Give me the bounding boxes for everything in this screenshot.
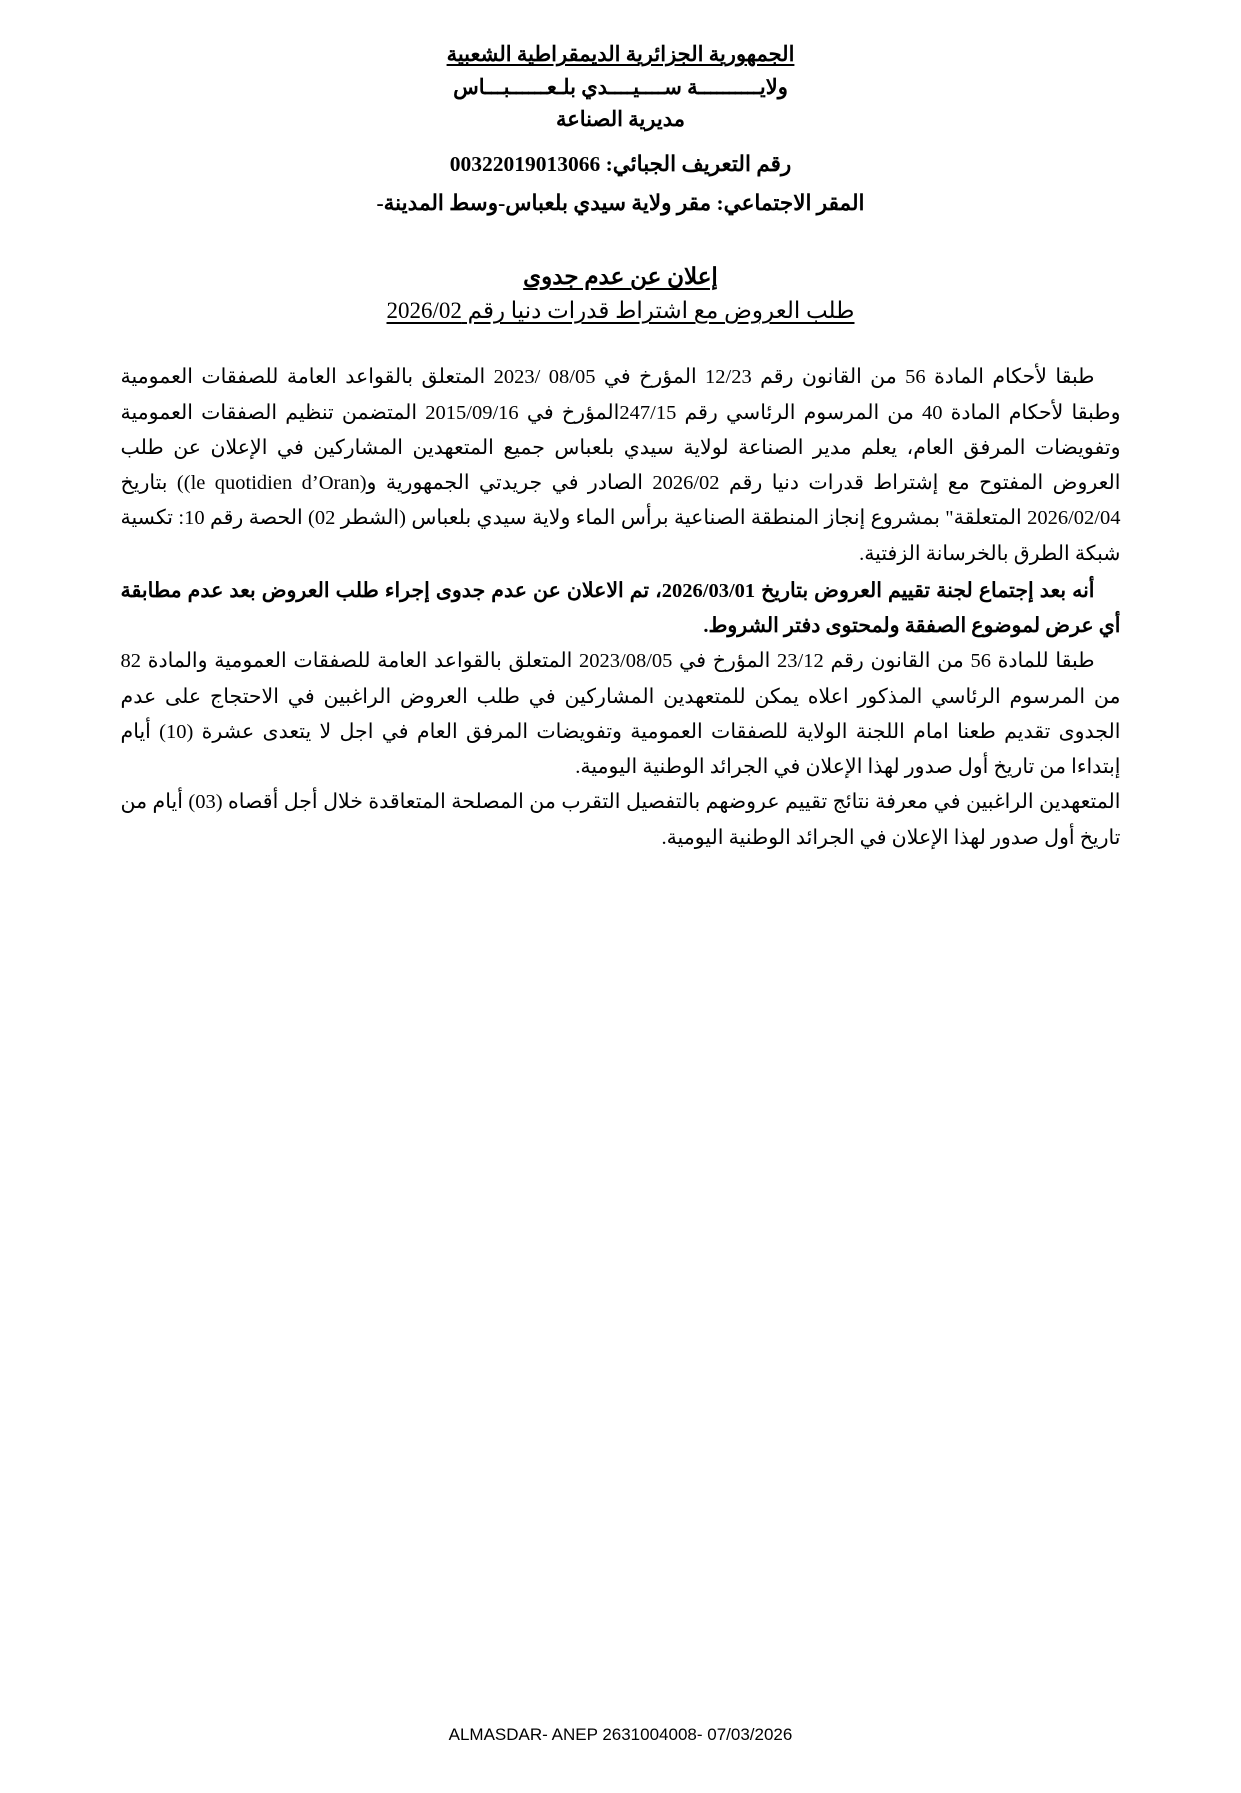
body-paragraph-4: المتعهدين الراغبين في معرفة نتائج تقييم عروضهم بالتفصيل التقرب من المصلحة المتعاقدة خلال أجل أقصاه (03) أيام من تاريخ أول صدور لهذا الإعلان في الجرائد الوطنية اليومية.: [120, 791, 1121, 849]
document-body: [121, 360, 1121, 856]
body-paragraph-3: طبقا للمادة 56 من القانون رقم 23/12 المؤرخ في 2023/08/05 المتعلق بالقواعد العامة للصفقات العمومية والمادة 82 من المرسوم الرئاسي المذكور اعلاه يمكن للمتعهدين المشاركين في طلب العروض الراغبين في الاحتجاج على عدم الجدوى تقديم طعنا امام اللجنة الولاية للصفقات العمومية وتفويضات المرفق العام في اجل لا يتعدى عشرة (10) أيام إبتداءا من تاريخ أول صدور لهذا الإعلان في الجرائد الوطنية اليومية.: [120, 650, 1121, 779]
footer-reference: ALMASDAR- ANEP 2631004008- 07/03/2026: [448, 1725, 793, 1744]
body-paragraph-1: طبقا لأحكام المادة 56 من القانون رقم 12/23 المؤرخ في 08/05 /2023 المتعلق بالقواعد العامة للصفقات العمومية وطبقا لأحكام المادة 40 من المرسوم الرئاسي رقم 247/15المؤرخ في 2015/09/16 المتضمن تنظيم الصفقات العمومية وتفويضات المرفق العام، يعلم مدير الصناعة لولاية سيدي بلعباس جميع المتعهدين المشاركين في الإعلان عن طلب العروض المفتوح مع إشتراط قدرات دنيا رقم 2026/02 الصادر في جريدتي الجمهورية و(le quotidien d’Oran)) بتاريخ 2026/02/04 المتعلقة" بمشروع إنجاز المنطقة الصناعية برأس الماء ولاية سيدي بلعباس (الشطر 02) الحصة رقم 10: تكسية شبكة الطرق بالخرسانة الزفتية.: [120, 366, 1121, 565]
page-subtitle: طلب العروض مع اشتراط قدرات دنيا رقم 2026/02: [386, 298, 855, 324]
title-block: [0, 264, 1241, 324]
header-tax-id: رقم التعريف الجبائي: 00322019013066: [449, 151, 792, 176]
body-paragraph-2-bold: أنه بعد إجتماع لجنة تقييم العروض بتاريخ 2026/03/01، تم الاعلان عن عدم جدوى إجراء طلب العروض بعد عدم مطابقة أي عرض لموضوع الصفقة ولمحتوى دفتر الشروط.: [120, 579, 1121, 638]
header-directorate: مديرية الصناعة: [555, 107, 686, 132]
page-title: إعلان عن عدم جدوى: [523, 264, 718, 290]
header-republic: الجمهورية الجزائرية الديمقراطية الشعبية: [446, 42, 795, 66]
header-wilaya: ولايــــــــــة ســــيــــدي بلـعــــــبـــاس: [453, 74, 788, 99]
header-address: المقر الاجتماعي: مقر ولاية سيدي بلعباس-وسط المدينة-: [376, 190, 865, 215]
document-header: [0, 38, 1241, 220]
document-page: [0, 38, 1241, 1793]
